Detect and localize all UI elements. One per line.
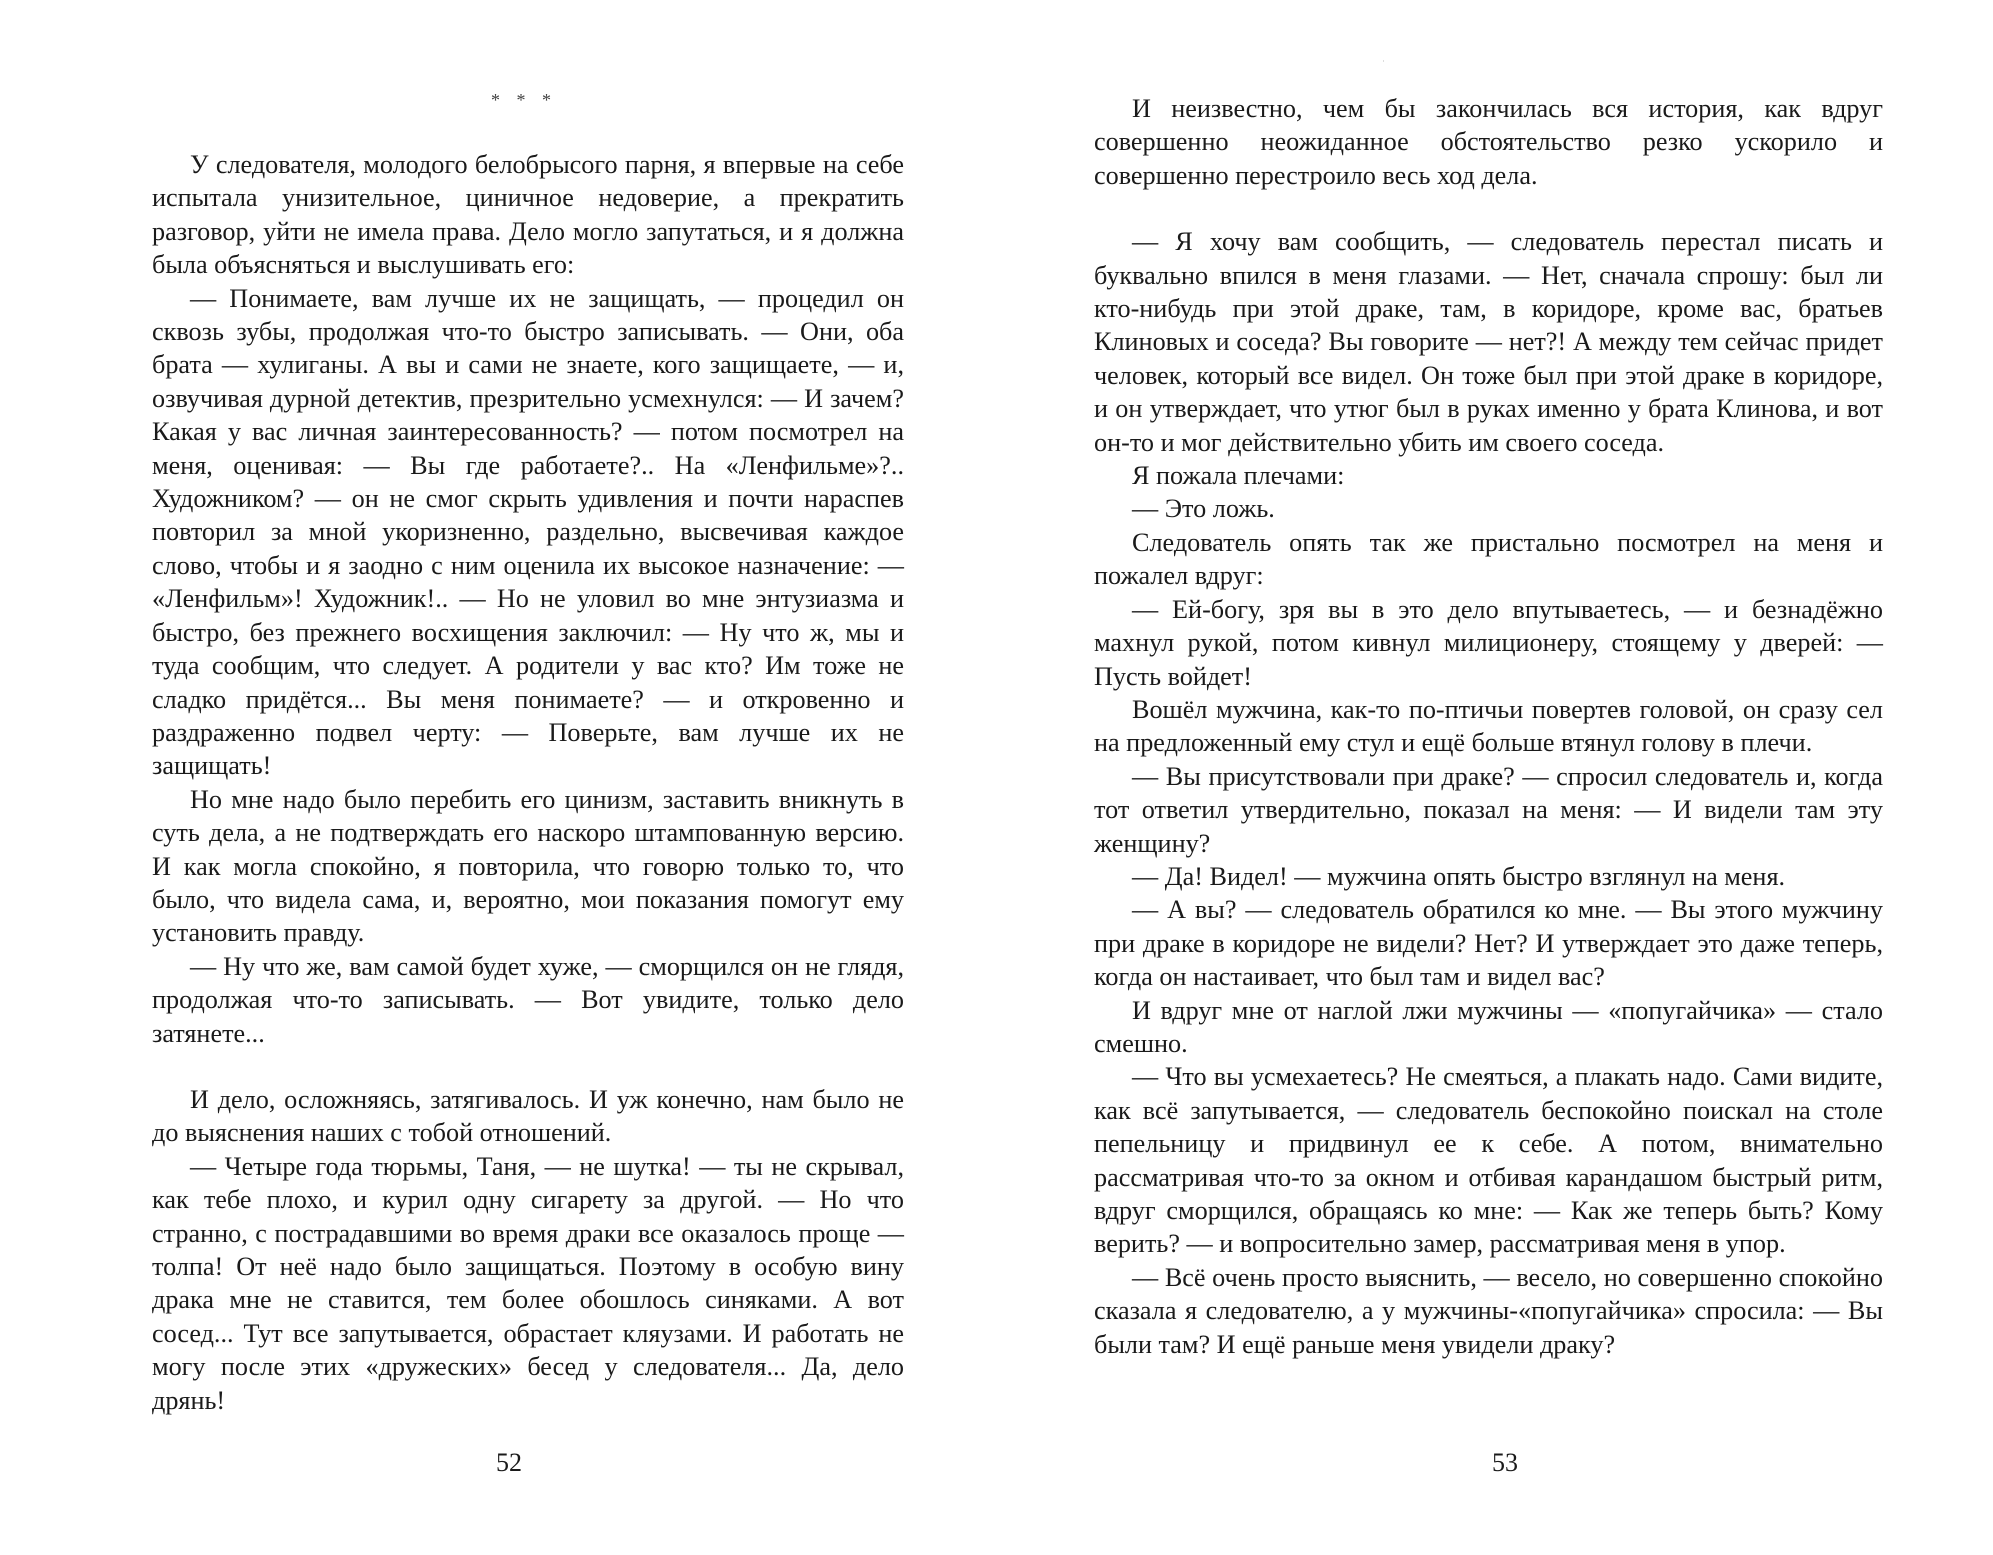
right-page-text bbox=[1094, 92, 1883, 1361]
paragraph: Я пожала плечами: bbox=[1132, 461, 1345, 491]
paragraph: И неизвестно, чем бы закончилась вся история, как вдруг совершенно неожиданное обстоятельство резко ускорило и совершенно перестроило весь ход дела. bbox=[1094, 94, 1883, 190]
paragraph: У следователя, молодого белобрысого парня, я впервые на себе испытала унизительное, циничное недоверие, а прекратить разговор, уйти не имела права. Дело могло запутаться, и я должна была объясняться и выслушивать его: bbox=[152, 150, 904, 280]
paragraph: Но мне надо было перебить его цинизм, заставить вникнуть в суть дела, а не подтверждать его наскоро штампованную версию. И как могла спокойно, я повторила, что говорю только то, что было, что видела сама, и, вероятно, мои показания помогут ему установить правду. bbox=[152, 784, 904, 948]
paragraph: — Ей-богу, зря вы в это дело впутываетесь, — и безнадёжно махнул рукой, потом кивнул милиционеру, стоящему у дверей: — Пусть войдет! bbox=[1094, 594, 1883, 691]
paragraph: Вошёл мужчина, как-то по-птичьи повертев головой, он сразу сел на предложенный ему стул и ещё больше втянул голову в плечи. bbox=[1094, 694, 1883, 758]
paragraph: — Четыре года тюрьмы, Таня, — не шутка! — ты не скрывал, как тебе плохо, и курил одну сигарету за другой. — Но что странно, с пострадавшими во время драки все оказалось проще — толпа! От неё надо было защищаться. Поэтому в особую вину драка мне не ставится, тем более обошлось синяками. А вот сосед... Тут все запутывается, обрастает кляузами. И работать не могу после этих «дружеских» бесед у следователя... Да, дело дрянь! bbox=[152, 1151, 904, 1415]
paragraph: И дело, осложняясь, затягивалось. И уж конечно, нам было не до выяснения наших с тобой отношений. bbox=[152, 1084, 904, 1148]
right-page bbox=[1000, 0, 1993, 1555]
section-break-asterism: * * * bbox=[491, 90, 557, 110]
left-page-text bbox=[152, 148, 904, 1417]
page-number-right: 53 bbox=[1492, 1448, 1518, 1477]
paragraph: — Что вы усмехаетесь? Не смеяться, а плакать надо. Сами видите, как всё запутывается, — следователь беспокойно поискал на столе пепельницу и придвинул ее к себе. А потом, внимательно рассматривая что-то за окном и отбивая карандашом быстрый ритм, вдруг сморщился, обращаясь ко мне: — Как же теперь быть? Кому верить? — и вопросительно замер, рассматривая меня в упор. bbox=[1094, 1062, 1883, 1259]
paragraph: — Да! Видел! — мужчина опять быстро взглянул на меня. bbox=[1132, 861, 1786, 891]
paragraph: — Я хочу вам сообщить, — следователь перестал писать и буквально впился в меня глазами. — Нет, сначала спрошу: был ли кто-нибудь при этой драке, там, в коридоре, кроме вас, братьев Клиновых и соседа? Вы говорите — нет?! А между тем сейчас придет человек, который все видел. Он тоже был при этой драке в коридоре, и он утверждает, что утюг был в руках именно у брата Клинова, и вот он-то и мог действительно убить им своего соседа. bbox=[1094, 227, 1883, 457]
paragraph: — Это ложь. bbox=[1132, 494, 1275, 524]
paragraph: — А вы? — следователь обратился ко мне. — Вы этого мужчину при драке в коридоре не видели? Нет? И утверждает это даже теперь, когда он настаивает, что был там и видел вас? bbox=[1094, 895, 1883, 992]
paragraph: Следователь опять так же пристально посмотрел на меня и пожалел вдруг: bbox=[1094, 527, 1883, 591]
print-speck bbox=[1383, 60, 1384, 62]
paragraph: — Понимаете, вам лучше их не защищать, — процедил он сквозь зубы, продолжая что-то быстро записывать. — Они, оба брата — хулиганы. А вы и сами не знаете, кого защищаете, — и, озвучивая дурной детектив, презрительно усмехнулся: — И зачем? Какая у вас личная заинтересованность? — потом посмотрел на меня, оценивая: — Вы где работаете?.. На «Ленфильме»?.. Художником? — он не смог скрыть удивления и почти нараспев повторил за мной укоризненно, раздельно, высвечивая каждое слово, чтобы и я заодно с ним оценила их высокое назначение: — «Ленфильм»! Художник!.. — Но не уловил во мне энтузиазма и быстро, без прежнего восхищения заключил: — Ну что ж, мы и туда сообщим, что следует. А родители у вас кто? Им тоже не сладко придётся... Вы меня понимаете? — и откровенно и раздраженно подвел черту: — Поверьте, вам лучше их не защищать! bbox=[152, 283, 904, 781]
page-number-left: 52 bbox=[496, 1448, 522, 1477]
paragraph: — Всё очень просто выяснить, — весело, но совершенно спокойно сказала я следователю, а у мужчины-«попугайчика» спросила: — Вы были там? И ещё раньше меня увидели драку? bbox=[1094, 1262, 1883, 1359]
paragraph: — Вы присутствовали при драке? — спросил следователь и, когда тот ответил утвердительно, показал на меня: — И видели там эту женщину? bbox=[1094, 761, 1883, 858]
paragraph: — Ну что же, вам самой будет хуже, — сморщился он не глядя, продолжая что-то записывать. — Вот увидите, только дело затянете... bbox=[152, 951, 904, 1048]
paragraph: И вдруг мне от наглой лжи мужчины — «попугайчика» — стало смешно. bbox=[1094, 995, 1883, 1058]
